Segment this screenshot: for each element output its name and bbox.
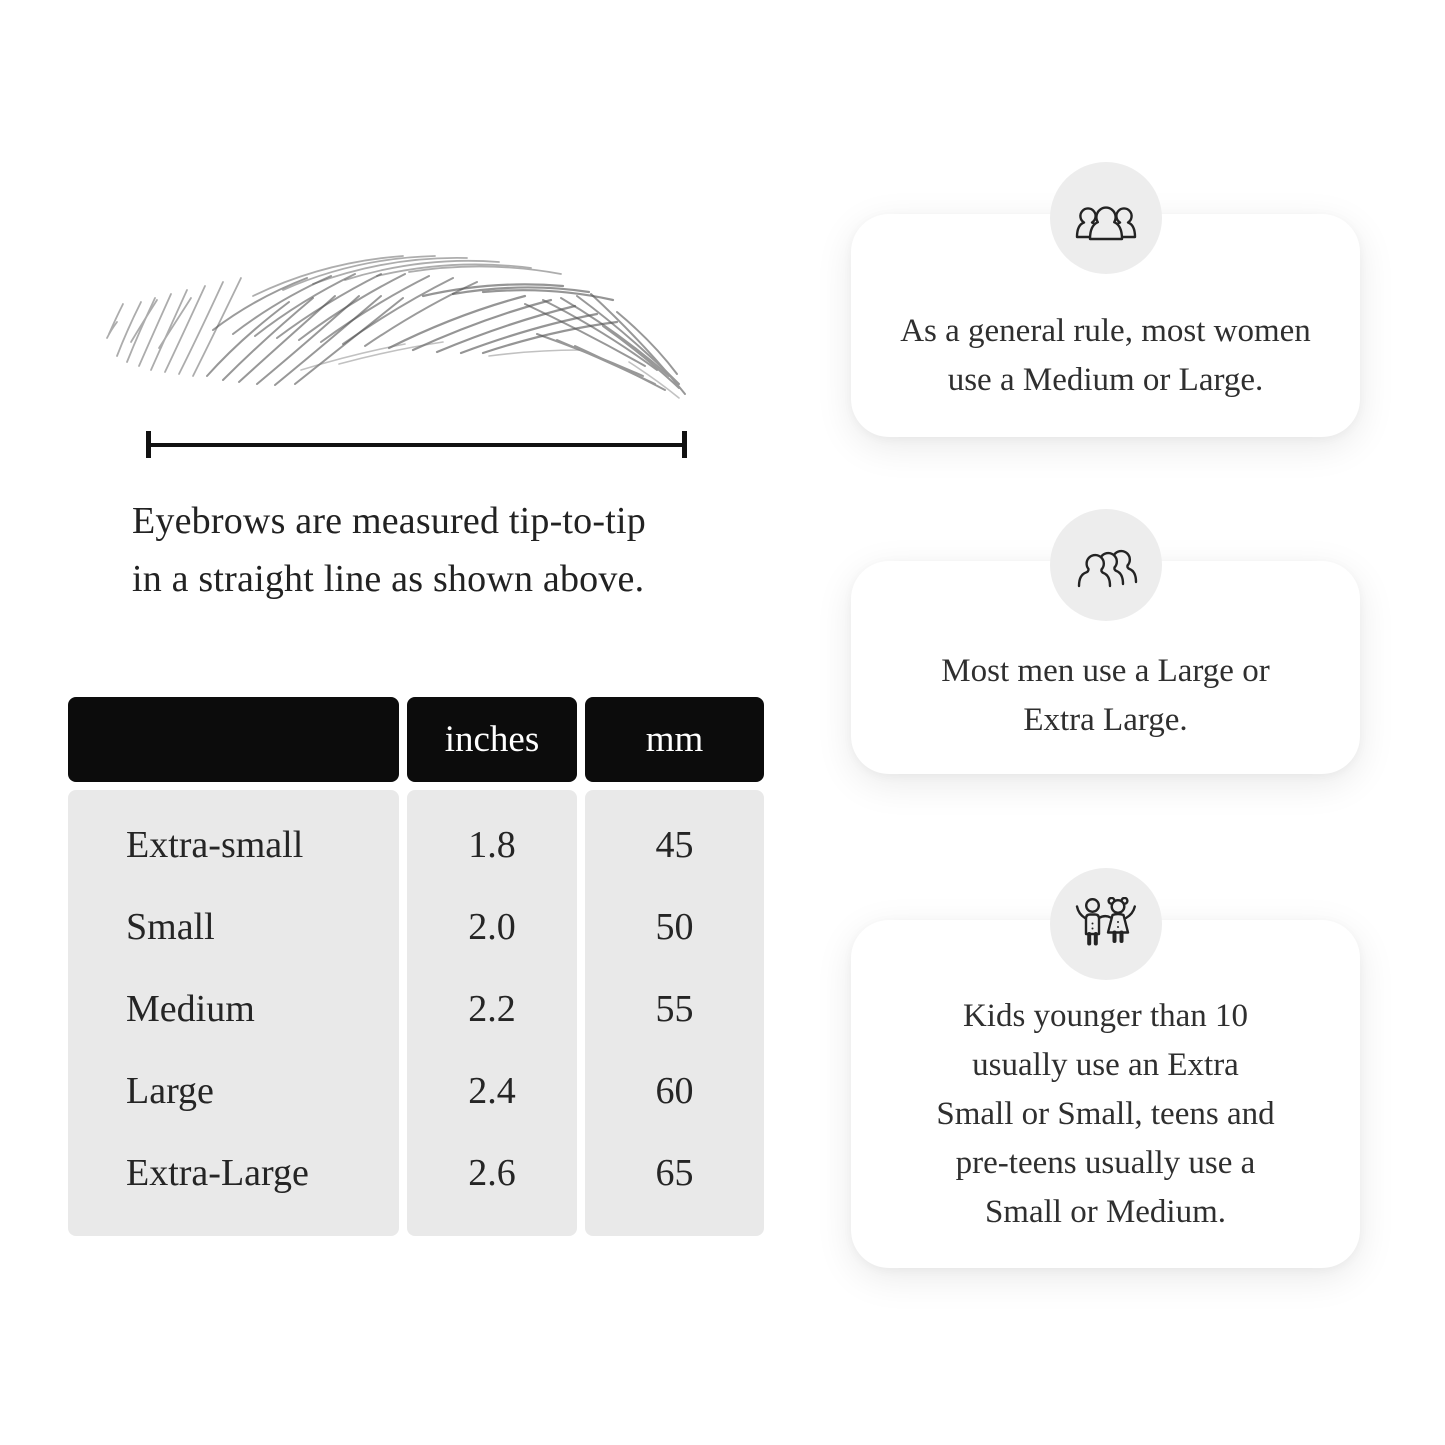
icon-badge <box>1050 509 1162 621</box>
table-row <box>68 968 764 1050</box>
table-row <box>68 1132 764 1214</box>
row-size-label: Small <box>126 906 215 948</box>
icon-badge <box>1050 162 1162 274</box>
card-line: Extra Large. <box>1023 702 1188 738</box>
row-mm-value: 55 <box>655 988 694 1030</box>
row-mm-value: 65 <box>655 1152 694 1194</box>
row-mm-value: 50 <box>655 906 694 948</box>
row-inches-value: 2.0 <box>468 906 516 948</box>
row-size-label: Extra-small <box>126 824 304 866</box>
row-size-label: Medium <box>126 988 255 1030</box>
card-line: Small or Small, teens and <box>936 1096 1275 1132</box>
eyebrow-illustration <box>105 238 695 408</box>
info-card-kids <box>851 920 1360 1268</box>
caption-line-2: in a straight line as shown above. <box>132 558 645 600</box>
header-cell-size <box>68 697 399 782</box>
table-row <box>68 886 764 968</box>
card-text-women <box>851 307 1360 405</box>
header-cell-mm: mm <box>585 697 764 782</box>
card-line: usually use an Extra <box>972 1047 1239 1083</box>
card-line: Most men use a Large or <box>941 653 1270 689</box>
table-row <box>68 1050 764 1132</box>
caption-line-1: Eyebrows are measured tip-to-tip <box>132 500 646 542</box>
info-card-women <box>851 214 1360 437</box>
card-line: Kids younger than 10 <box>962 998 1249 1034</box>
diagram-caption <box>132 492 646 608</box>
size-table-body <box>68 790 764 1236</box>
men-group-icon <box>1073 542 1139 588</box>
women-group-icon <box>1074 195 1138 241</box>
size-table-header <box>68 697 764 782</box>
row-inches-value: 2.2 <box>468 988 516 1030</box>
row-mm-value: 45 <box>655 824 694 866</box>
info-card-men <box>851 561 1360 774</box>
row-inches-value: 2.4 <box>468 1070 516 1112</box>
kids-icon <box>1074 897 1138 951</box>
table-row <box>68 804 764 886</box>
card-line: Small or Medium. <box>984 1194 1227 1230</box>
size-table-rows <box>68 804 764 1214</box>
row-size-label: Large <box>126 1070 214 1112</box>
card-text-men <box>851 647 1360 745</box>
card-text-kids <box>851 992 1360 1237</box>
icon-badge <box>1050 868 1162 980</box>
header-cell-inches: inches <box>407 697 577 782</box>
measurement-line-bar <box>151 443 682 447</box>
row-size-label: Extra-Large <box>126 1152 309 1194</box>
row-inches-value: 1.8 <box>468 824 516 866</box>
measurement-line <box>146 431 687 458</box>
card-line: use a Medium or Large. <box>947 362 1264 398</box>
row-inches-value: 2.6 <box>468 1152 516 1194</box>
card-line: pre-teens usually use a <box>955 1145 1256 1181</box>
card-line: As a general rule, most women <box>900 313 1311 349</box>
row-mm-value: 60 <box>655 1070 694 1112</box>
